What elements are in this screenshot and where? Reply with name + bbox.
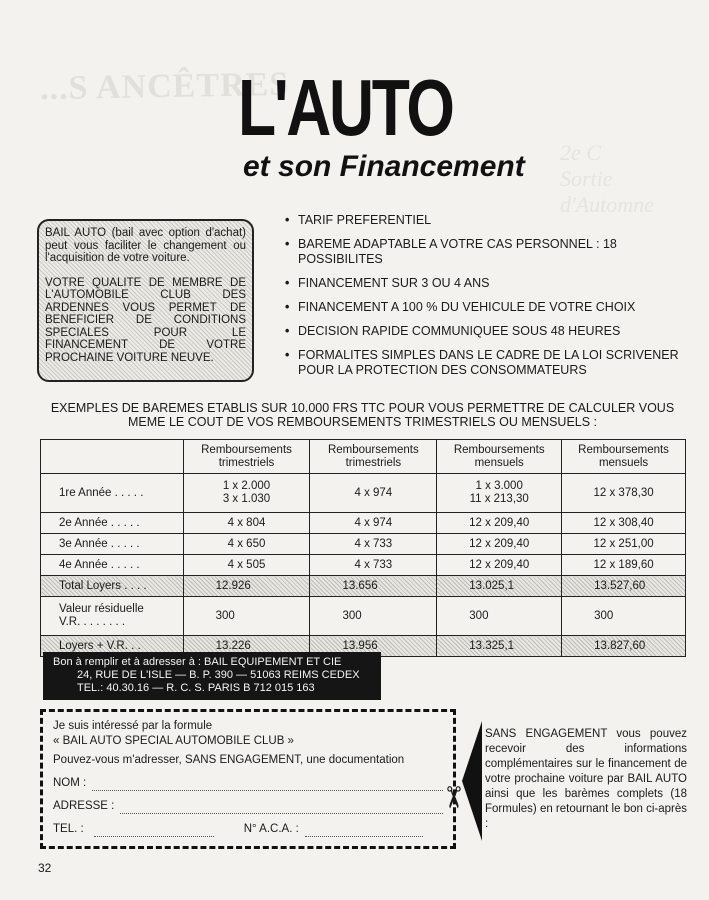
table-cell: 13.527,60: [562, 576, 686, 597]
table-cell: 13.025,1: [437, 576, 562, 597]
table-header: Remboursements mensuels: [562, 440, 686, 474]
table-cell: 13.325,1: [437, 636, 562, 657]
name-field[interactable]: [53, 776, 443, 791]
table-row: [41, 513, 686, 534]
feature-item: • FINANCEMENT SUR 3 OU 4 ANS: [285, 276, 690, 291]
table-cell: 300: [310, 597, 437, 636]
table-cell: 12 x 189,60: [562, 555, 686, 576]
table-row-total: [41, 576, 686, 597]
row-label: 3e Année . . . . .: [41, 534, 184, 555]
tel-label: TEL. :: [53, 823, 84, 835]
aca-label: N° A.C.A. :: [243, 823, 299, 835]
promo-paragraph-2: VOTRE QUALITE DE MEMBRE DE L'AUTOMOBILE CLUB DES ARDENNES VOUS PERMET DE BENEFICIER DE CONDITIONS SPECIALES POUR LE FINANCEMENT DE VOTRE PROCHAINE VOITURE NEUVE.: [45, 276, 246, 364]
coupon-line-2: « BAIL AUTO SPECIAL AUTOMOBILE CLUB »: [53, 735, 294, 747]
order-coupon: [40, 709, 456, 849]
promo-paragraph-1: BAIL AUTO (bail avec option d'achat) peut vous faciliter le changement ou l'acquisition de votre voiture.: [45, 227, 246, 264]
coupon-line-1: Je suis intéressé par la formule: [53, 720, 213, 732]
table-cell: 300: [562, 597, 686, 636]
table-cell: 13.827,60: [562, 636, 686, 657]
table-cell: 13.956: [310, 636, 437, 657]
promo-box: [37, 219, 254, 382]
table-cell: 300: [183, 597, 310, 636]
table-cell: 13.656: [310, 576, 437, 597]
address-label: ADRESSE :: [53, 800, 115, 812]
page-title: L'AUTO: [238, 63, 453, 152]
table-cell: 12 x 251,00: [562, 534, 686, 555]
table-cell: 12 x 209,40: [437, 513, 562, 534]
feature-item: • FINANCEMENT A 100 % DU VEHICULE DE VOTRE CHOIX: [285, 300, 690, 315]
table-cell: 4 x 505: [183, 555, 310, 576]
table-cell: 4 x 733: [310, 555, 437, 576]
row-label: Valeur résiduelle V.R. . . . . . . .: [41, 597, 184, 636]
page-subtitle: et son Financement: [243, 150, 525, 183]
table-header: Remboursements trimestriels: [310, 440, 437, 474]
table-cell: 1 x 2.000 3 x 1.030: [183, 474, 310, 513]
coupon-line-3: Pouvez-vous m'adresser, SANS ENGAGEMENT, une documentation: [53, 754, 405, 766]
table-header: Remboursements mensuels: [437, 440, 562, 474]
address-field[interactable]: [53, 799, 443, 814]
row-label: Total Loyers . . . .: [41, 576, 184, 597]
table-cell: 13.226: [183, 636, 310, 657]
address-line-2: 24, RUE DE L'ISLE — B. P. 390 — 51063 REIMS CEDEX: [77, 669, 360, 681]
arrow-left-icon: [462, 721, 482, 841]
repayment-table: [40, 439, 686, 657]
address-box: [43, 652, 381, 700]
table-cell: 300: [437, 597, 562, 636]
table-cell: 12 x 378,30: [562, 474, 686, 513]
feature-list: [285, 213, 690, 387]
table-cell: 1 x 3.000 11 x 213,30: [437, 474, 562, 513]
tel-input-line[interactable]: [94, 827, 214, 837]
table-intro: EXEMPLES DE BAREMES ETABLIS SUR 10.000 FRS TTC POUR VOUS PERMETTRE DE CALCULER VOUS MEME LE COUT DE VOS REMBOURSEMENTS TRIMESTRIELS OU MENSUELS :: [50, 401, 675, 429]
address-input-line[interactable]: [120, 804, 443, 814]
table-header-row: [41, 440, 686, 474]
address-line-3: TEL.: 40.30.16 — R. C. S. PARIS B 712 015 163: [77, 682, 315, 694]
address-line-1: Bon à remplir et à adresser à : BAIL EQUIPEMENT ET CIE: [53, 656, 342, 668]
table-row: [41, 474, 686, 513]
table-cell: 4 x 804: [183, 513, 310, 534]
table-cell: 4 x 974: [310, 474, 437, 513]
table-cell: 4 x 974: [310, 513, 437, 534]
table-header: [41, 440, 184, 474]
name-label: NOM :: [53, 777, 87, 789]
side-info-text: SANS ENGAGEMENT vous pouvez recevoir des informations complémentaires sur le financement de votre prochaine voiture par BAIL AUTO ainsi que les barèmes complets (18 Formules) en retournant le bon ci-après :: [485, 728, 687, 830]
aca-input-line[interactable]: [305, 827, 423, 837]
table-row: [41, 534, 686, 555]
table-cell: 12 x 209,40: [437, 534, 562, 555]
table-row: [41, 555, 686, 576]
background-ghost-text: ...S ANCÊTRES: [39, 65, 290, 108]
scissors-icon: ✂: [436, 784, 470, 811]
table-cell: 4 x 733: [310, 534, 437, 555]
table-cell: 12 x 209,40: [437, 555, 562, 576]
table-cell: 4 x 650: [183, 534, 310, 555]
name-input-line[interactable]: [92, 781, 443, 791]
feature-item: • DECISION RAPIDE COMMUNIQUEE SOUS 48 HEURES: [285, 324, 690, 339]
row-label: 4e Année . . . . .: [41, 555, 184, 576]
page-number: 32: [38, 861, 52, 875]
table-cell: 12.926: [183, 576, 310, 597]
table-row-residual: [41, 597, 686, 636]
table-cell: 12 x 308,40: [562, 513, 686, 534]
row-label: 1re Année . . . . .: [41, 474, 184, 513]
table-header: Remboursements trimestriels: [183, 440, 310, 474]
row-label: Loyers + V.R. . .: [41, 636, 184, 657]
feature-item: • BAREME ADAPTABLE A VOTRE CAS PERSONNEL : 18 POSSIBILITES: [285, 237, 690, 267]
feature-item: • FORMALITES SIMPLES DANS LE CADRE DE LA LOI SCRIVENER POUR LA PROTECTION DES CONSOMMATEURS: [285, 348, 690, 378]
tel-aca-row: [53, 822, 443, 837]
row-label: 2e Année . . . . .: [41, 513, 184, 534]
background-ghost-text-2: 2e C Sortie d'Automne: [560, 140, 654, 217]
feature-item: • TARIF PREFERENTIEL: [285, 213, 690, 228]
